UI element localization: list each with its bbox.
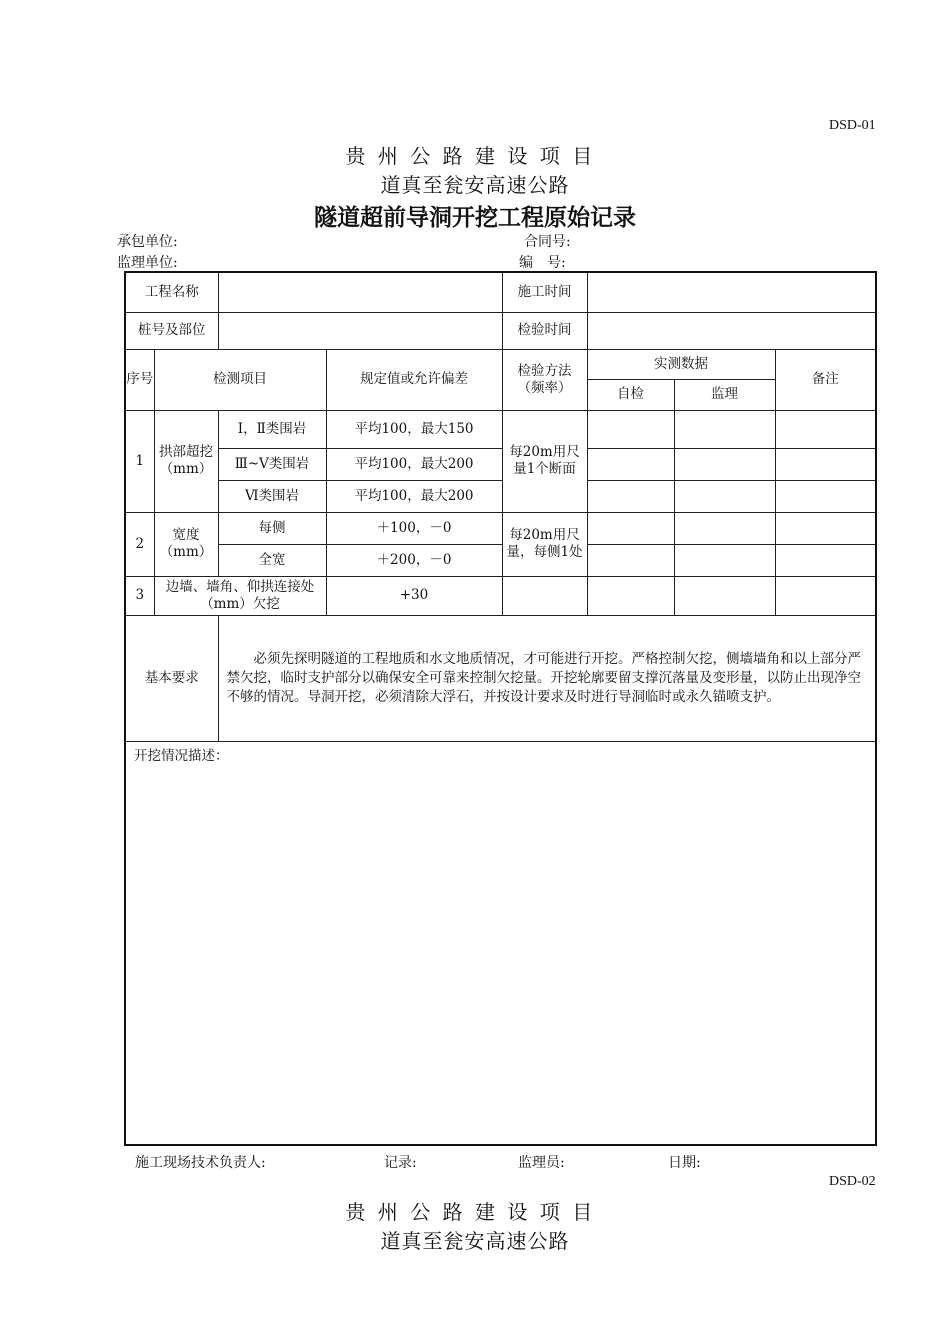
row2-spec1: ＋100，－0 [326, 512, 502, 544]
row1-sup1[interactable] [674, 410, 775, 448]
row1-method: 每20m用尺量1个断面 [502, 410, 587, 512]
construction-time-field[interactable] [587, 272, 876, 312]
row3-spec: +30 [326, 576, 502, 615]
inspection-time-label: 检验时间 [502, 312, 587, 349]
basic-req-label: 基本要求 [125, 615, 218, 741]
row1-spec2: 平均100，最大200 [326, 448, 502, 480]
supervisor-label: 监理员: [518, 1155, 565, 1171]
row1-spec3: 平均100，最大200 [326, 480, 502, 512]
row1-item: 拱部超挖（mm） [154, 410, 218, 512]
col-measured-header: 实测数据 [587, 349, 775, 379]
row2-remark1[interactable] [775, 512, 876, 544]
row3-seq: 3 [125, 576, 154, 615]
project-name-label: 工程名称 [125, 272, 218, 312]
inspection-time-field[interactable] [587, 312, 876, 349]
row1-sup2[interactable] [674, 448, 775, 480]
col-spec-header: 规定值或允许偏差 [326, 349, 502, 410]
row2-spec2: ＋200，－0 [326, 544, 502, 576]
basic-req-text: 必须先探明隧道的工程地质和水文地质情况，才可能进行开挖。严格控制欠挖，侧墙墙角和以上部分严禁欠挖，临时支护部分以确保安全可靠来控制欠挖量。开挖轮廓要留支撑沉落量及变形量，以防止出现净空不够的情况。导洞开挖，必须清除大浮石，并按设计要求及时进行导洞临时或永久锚喷支护。 [226, 650, 861, 705]
row1-spec1: 平均100，最大150 [326, 410, 502, 448]
serial-no-label: 编 号: [519, 255, 566, 271]
col-item-header: 检测项目 [154, 349, 326, 410]
col-remark-header: 备注 [775, 349, 876, 410]
row1-self1[interactable] [587, 410, 674, 448]
contract-no-label: 合同号: [524, 234, 571, 250]
col-seq-header: 序号 [125, 349, 154, 410]
row2-remark2[interactable] [775, 544, 876, 576]
contractor-label: 承包单位: [117, 234, 178, 250]
row2-seq: 2 [125, 512, 154, 576]
row2-item: 宽度（mm） [154, 512, 218, 576]
date-label: 日期: [668, 1155, 701, 1171]
row1-self3[interactable] [587, 480, 674, 512]
col-self-header: 自检 [587, 379, 674, 410]
row2-self1[interactable] [587, 512, 674, 544]
recorder-label: 记录: [384, 1155, 417, 1171]
row3-item: 边墙、墙角、仰拱连接处（mm）欠挖 [154, 576, 326, 615]
row2-sup2[interactable] [674, 544, 775, 576]
row1-sub2: Ⅲ~Ⅴ类围岩 [218, 448, 326, 480]
row3-sup[interactable] [674, 576, 775, 615]
row1-remark1[interactable] [775, 410, 876, 448]
row2-sup1[interactable] [674, 512, 775, 544]
row2-self2[interactable] [587, 544, 674, 576]
row3-remark[interactable] [775, 576, 876, 615]
station-field[interactable] [218, 312, 502, 349]
document-title: 隧道超前导洞开挖工程原始记录 [314, 205, 636, 231]
row1-sub1: Ⅰ，Ⅱ类围岩 [218, 410, 326, 448]
row1-remark2[interactable] [775, 448, 876, 480]
row2-sub2: 全宽 [218, 544, 326, 576]
org-title-2: 贵州公路建设项目 [345, 1200, 605, 1224]
tech-lead-label: 施工现场技术负责人: [135, 1155, 266, 1171]
col-supervision-header: 监理 [674, 379, 775, 410]
row3-method[interactable] [502, 576, 587, 615]
form-code-2: DSD-02 [829, 1174, 876, 1189]
road-title: 道真至瓮安高速公路 [380, 173, 570, 197]
row3-self[interactable] [587, 576, 674, 615]
row1-seq: 1 [125, 410, 154, 512]
construction-time-label: 施工时间 [502, 272, 587, 312]
project-name-field[interactable] [218, 272, 502, 312]
row1-self2[interactable] [587, 448, 674, 480]
row1-remark3[interactable] [775, 480, 876, 512]
desc-area[interactable] [125, 741, 876, 1145]
supervisor-unit-label: 监理单位: [117, 255, 178, 271]
row1-sub3: Ⅵ类围岩 [218, 480, 326, 512]
record-table [124, 271, 877, 1146]
desc-label: 开挖情况描述： [134, 747, 229, 764]
col-method-header: 检验方法（频率） [502, 349, 587, 410]
row2-sub1: 每侧 [218, 512, 326, 544]
road-title-2: 道真至瓮安高速公路 [380, 1229, 570, 1253]
org-title: 贵州公路建设项目 [345, 144, 605, 168]
station-label: 桩号及部位 [125, 312, 218, 349]
form-code: DSD-01 [829, 118, 876, 133]
row2-method: 每20m用尺量，每侧1处 [502, 512, 587, 576]
row1-sup3[interactable] [674, 480, 775, 512]
